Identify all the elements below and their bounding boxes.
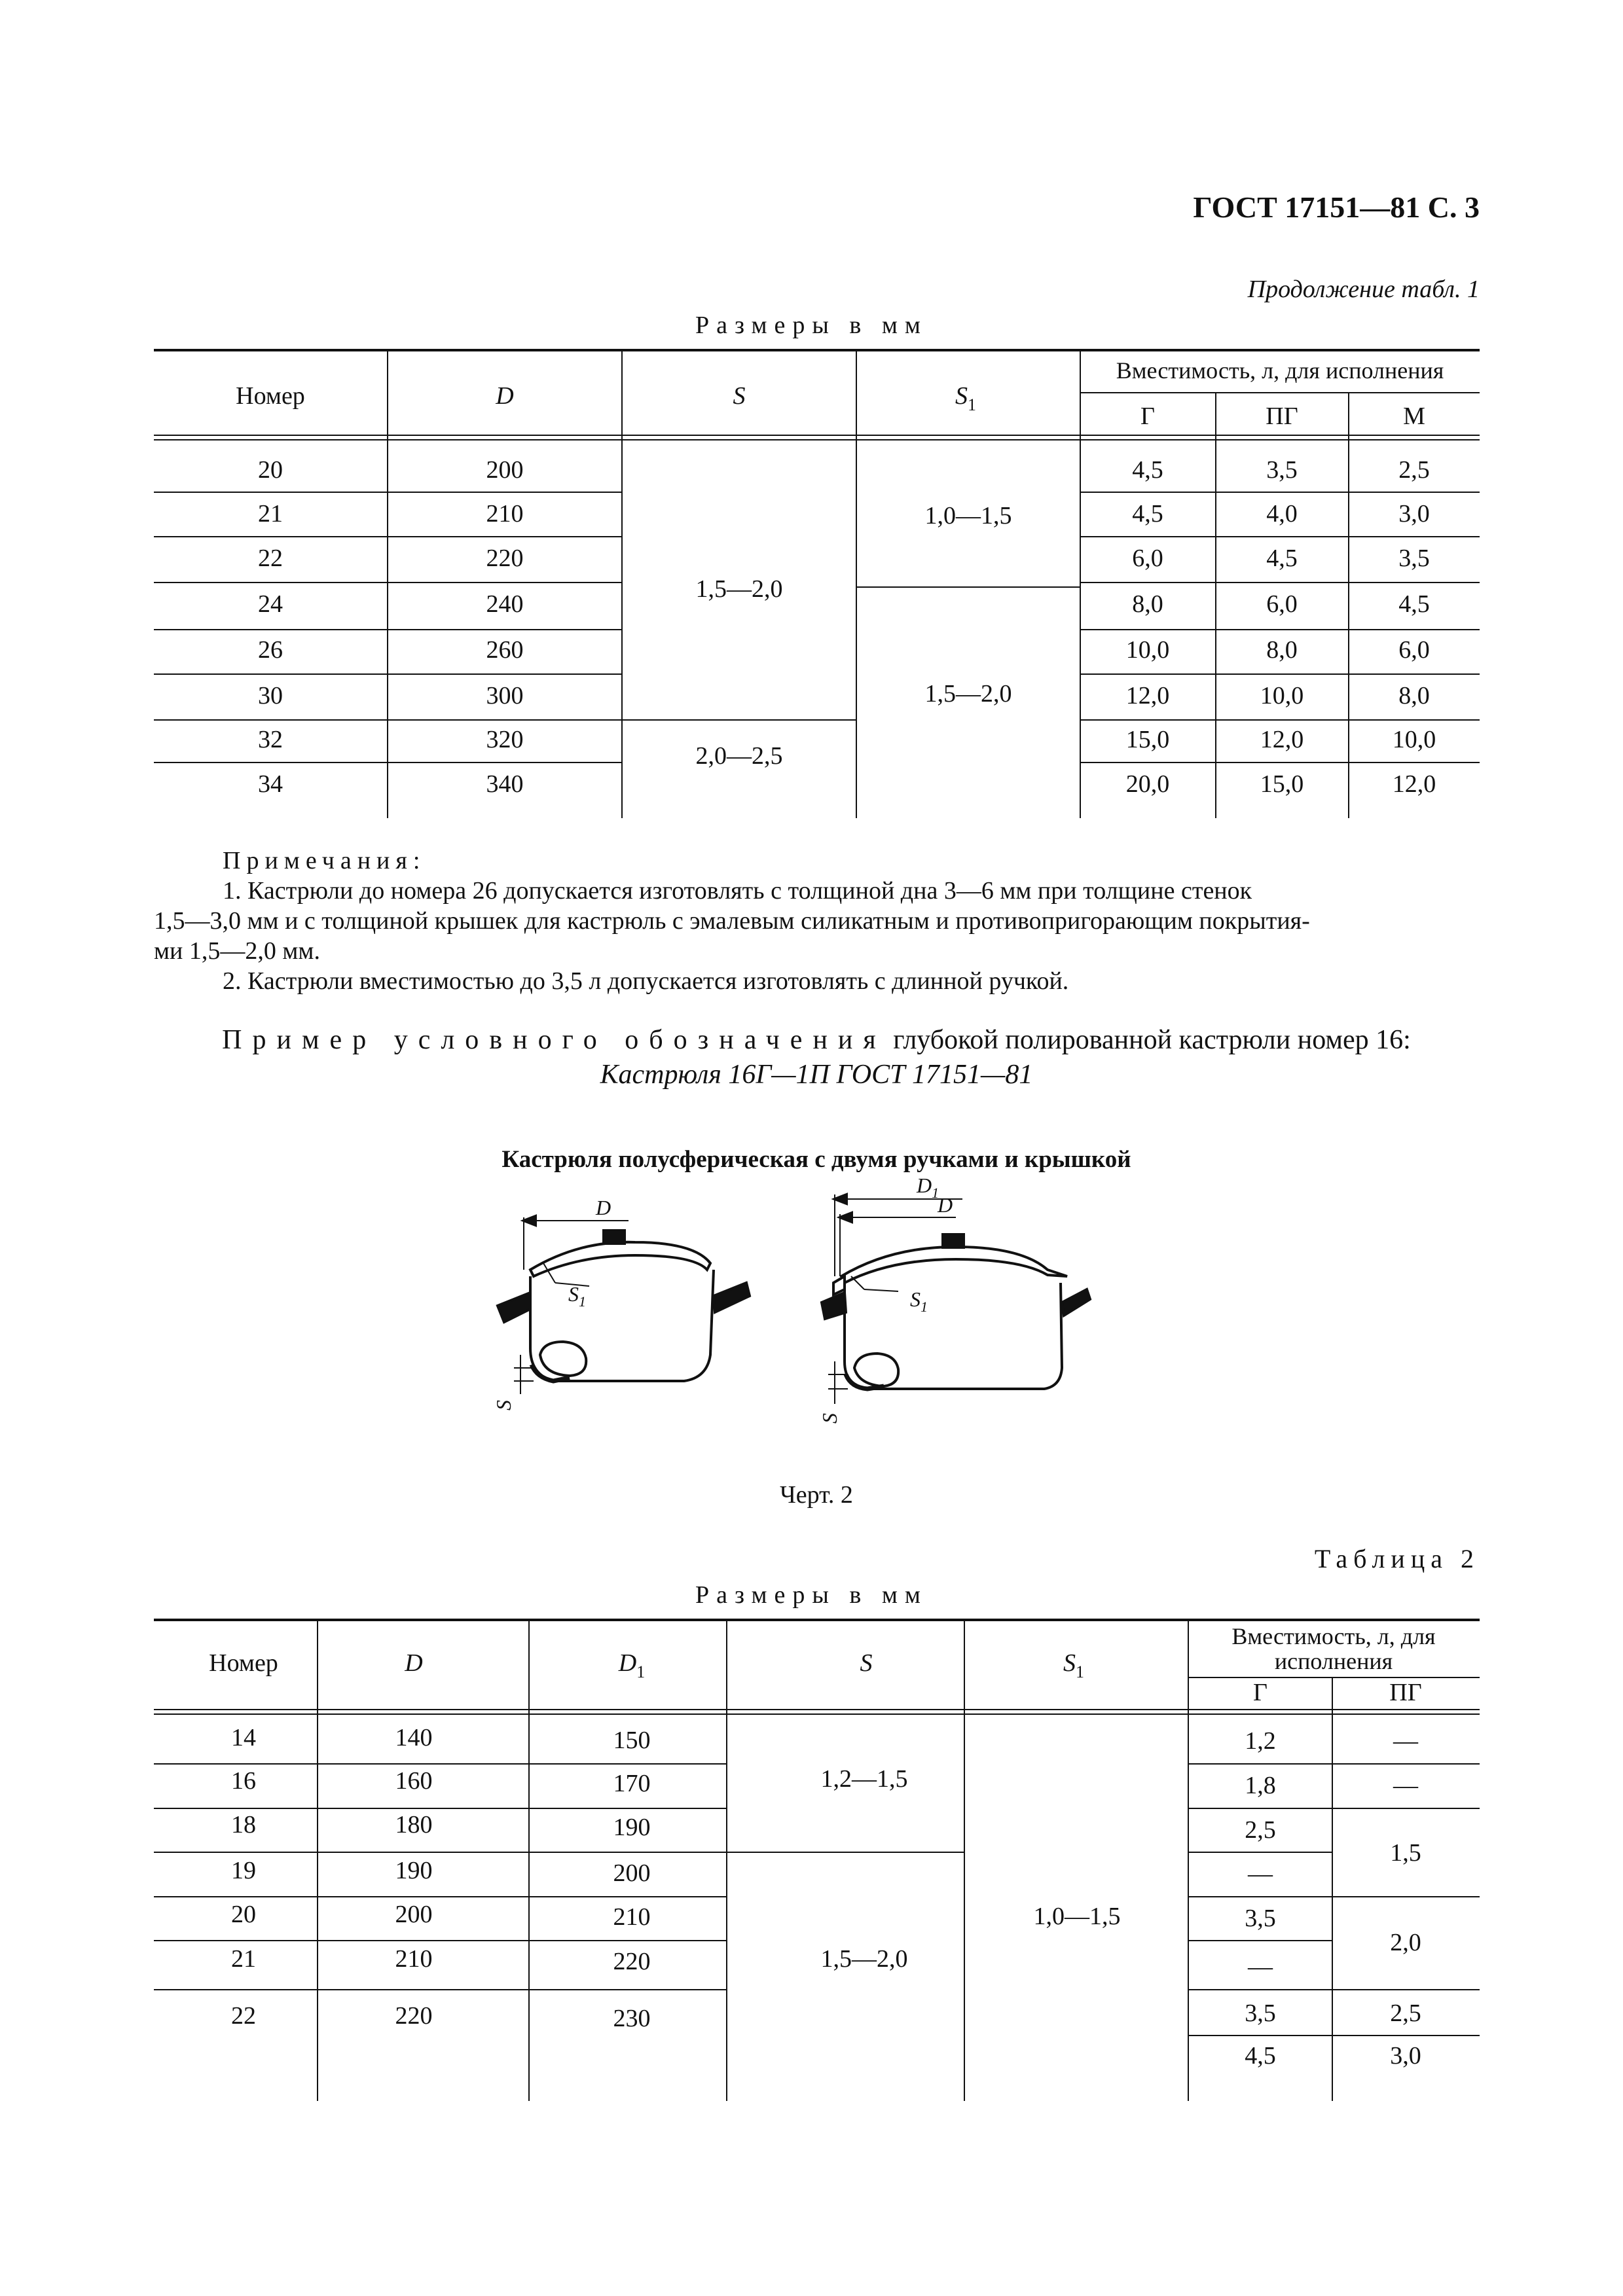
t1-cell-d: 300	[486, 682, 524, 709]
t2-cell-pg: 2,5	[1390, 2000, 1421, 2027]
t1-cell-m: 2,5	[1398, 456, 1430, 484]
t1-header-s1: $S_1$	[955, 382, 976, 414]
t1-header-g: Г	[1140, 403, 1155, 430]
note-1-line-2: 1,5—3,0 мм и с толщиной крышек для кастрюль с эмалевым силикатным и противопригорающим покрытия-	[154, 907, 1310, 935]
t2-cell-pg: 2,0	[1390, 1929, 1421, 1956]
t2-cell-d: 210	[395, 1945, 433, 1973]
units-label-table2: Размеры в мм	[695, 1581, 928, 1609]
pot-1-drawing	[498, 1216, 750, 1394]
t2-s-merged-b: 1,5—2,0	[820, 1945, 908, 1973]
t1-cell-g: 8,0	[1132, 590, 1163, 618]
t1-cell-g: 10,0	[1125, 636, 1170, 664]
note-1-line-1: 1. Кастрюли до номера 26 допускается изготовлять с толщиной дна 3—6 мм при толщине стенок	[223, 877, 1252, 905]
t2-header-pg: ПГ	[1389, 1679, 1422, 1706]
t1-header-m: М	[1403, 403, 1425, 430]
t2-cell-g: 4,5	[1245, 2042, 1276, 2070]
t2-cell-number: 19	[231, 1857, 256, 1884]
note-1-line-3: ми 1,5—2,0 мм.	[154, 937, 320, 965]
t1-s1-merged-b: 1,5—2,0	[924, 680, 1012, 708]
t2-cell-g: —	[1248, 1953, 1273, 1981]
table-1	[0, 0, 1623, 851]
t2-header-capacity-line1: Вместимость, л, для	[1231, 1623, 1436, 1649]
pot-2-label-d: D	[938, 1193, 953, 1217]
t1-cell-g: 15,0	[1125, 726, 1170, 753]
t1-cell-m: 6,0	[1398, 636, 1430, 664]
table-continuation-label: Продолжение табл. 1	[1247, 276, 1480, 303]
t1-cell-m: 3,5	[1398, 545, 1430, 572]
t1-cell-m: 10,0	[1392, 726, 1436, 753]
t2-cell-d1: 200	[613, 1859, 651, 1887]
t1-cell-number: 34	[258, 770, 283, 798]
t1-cell-g: 12,0	[1125, 682, 1170, 709]
t2-cell-pg: 1,5	[1390, 1839, 1421, 1867]
notes-title: Примечания:	[223, 847, 426, 874]
t2-cell-g: —	[1248, 1860, 1273, 1888]
t1-cell-d: 210	[486, 500, 524, 528]
t1-cell-number: 26	[258, 636, 283, 664]
example-lead: Пример условного обозначения	[222, 1025, 886, 1055]
t2-cell-number: 22	[231, 2002, 256, 2030]
t1-header-d: D	[496, 382, 514, 410]
t1-s1-merged-a: 1,0—1,5	[924, 502, 1012, 529]
t1-cell-number: 22	[258, 545, 283, 572]
t1-cell-d: 220	[486, 545, 524, 572]
t1-cell-pg: 6,0	[1266, 590, 1298, 618]
figure-pots	[458, 1178, 1146, 1440]
t1-cell-pg: 4,5	[1266, 545, 1298, 572]
t1-cell-number: 24	[258, 590, 283, 618]
t1-cell-g: 20,0	[1125, 770, 1170, 798]
units-label-table1: Размеры в мм	[695, 312, 928, 339]
t1-cell-g: 6,0	[1132, 545, 1163, 572]
pot-2-drawing	[822, 1194, 1090, 1404]
t1-cell-m: 3,0	[1398, 500, 1430, 528]
t1-cell-d: 200	[486, 456, 524, 484]
t1-cell-m: 8,0	[1398, 682, 1430, 709]
t2-cell-number: 16	[231, 1767, 256, 1795]
t1-cell-g: 4,5	[1132, 500, 1163, 528]
t1-cell-d: 260	[486, 636, 524, 664]
t2-cell-d1: 210	[613, 1903, 651, 1931]
t2-cell-g: 3,5	[1245, 2000, 1276, 2027]
t1-cell-number: 21	[258, 500, 283, 528]
note-2: 2. Кастрюли вместимостью до 3,5 л допускается изготовлять с длинной ручкой.	[223, 967, 1069, 995]
t1-cell-pg: 10,0	[1260, 682, 1304, 709]
t2-cell-pg: 3,0	[1390, 2042, 1421, 2070]
t2-cell-number: 20	[231, 1901, 256, 1928]
t1-cell-d: 240	[486, 590, 524, 618]
t1-header-pg: ПГ	[1266, 403, 1298, 430]
t1-cell-g: 4,5	[1132, 456, 1163, 484]
t1-s-merged-a: 1,5—2,0	[695, 575, 783, 603]
t2-cell-g: 2,5	[1245, 1816, 1276, 1844]
t2-cell-d1: 190	[613, 1814, 651, 1841]
document-code: ГОСТ 17151—81 С. 3	[1193, 190, 1480, 224]
t1-header-capacity: Вместимость, л, для исполнения	[1116, 357, 1444, 384]
t2-cell-g: 3,5	[1245, 1905, 1276, 1932]
t2-cell-d1: 220	[613, 1948, 651, 1975]
example-designation: Кастрюля 16Г—1П ГОСТ 17151—81	[600, 1060, 1033, 1090]
pot-2-label-s: S	[818, 1413, 841, 1424]
t1-cell-pg: 3,5	[1266, 456, 1298, 484]
t1-header-number: Номер	[236, 382, 305, 410]
t2-cell-pg: —	[1393, 1772, 1418, 1799]
t2-s-merged-a: 1,2—1,5	[820, 1765, 908, 1793]
t2-header-d: D	[405, 1649, 423, 1677]
t1-cell-pg: 15,0	[1260, 770, 1304, 798]
t2-cell-number: 21	[231, 1945, 256, 1973]
pot-1-label-s1: $S_1$	[568, 1282, 586, 1310]
pot-2-label-s1: $S_1$	[910, 1287, 928, 1315]
t2-s1-merged: 1,0—1,5	[1033, 1903, 1121, 1930]
example-line	[154, 1024, 1479, 1056]
pot-2-label-d1: $D_1$	[917, 1178, 939, 1201]
t2-cell-d1: 150	[613, 1727, 651, 1754]
t1-cell-number: 30	[258, 682, 283, 709]
t2-cell-g: 1,8	[1245, 1772, 1276, 1799]
example-rest: глубокой полированной кастрюли номер 16:	[886, 1025, 1411, 1055]
figure-caption: Черт. 2	[780, 1481, 853, 1509]
table-2-label: Таблица 2	[1314, 1544, 1480, 1573]
t1-cell-pg: 8,0	[1266, 636, 1298, 664]
t2-cell-d1: 170	[613, 1770, 651, 1797]
t2-cell-number: 18	[231, 1811, 256, 1839]
t1-cell-d: 340	[486, 770, 524, 798]
t1-cell-pg: 4,0	[1266, 500, 1298, 528]
t2-header-d1: $D_1$	[618, 1649, 646, 1681]
t2-header-s: S	[860, 1649, 873, 1677]
t2-cell-g: 1,2	[1245, 1727, 1276, 1755]
t2-header-number: Номер	[209, 1649, 278, 1677]
t1-cell-m: 12,0	[1392, 770, 1436, 798]
t1-cell-m: 4,5	[1398, 590, 1430, 618]
t1-cell-pg: 12,0	[1260, 726, 1304, 753]
t1-s-merged-b: 2,0—2,5	[695, 742, 783, 770]
t2-cell-d: 200	[395, 1901, 433, 1928]
pot-1-label-d: D	[596, 1196, 611, 1219]
t2-header-g: Г	[1253, 1679, 1267, 1706]
t2-header-s1: $S_1$	[1063, 1649, 1084, 1681]
t1-header-s: S	[733, 382, 746, 410]
t1-cell-number: 20	[258, 456, 283, 484]
t2-cell-d1: 230	[613, 2005, 651, 2032]
pot-1-label-s: S	[492, 1400, 515, 1410]
t2-header-capacity-line2: исполнения	[1274, 1648, 1393, 1674]
t2-cell-d: 190	[395, 1857, 433, 1884]
figure-title: Кастрюля полусферическая с двумя ручками и крышкой	[501, 1146, 1131, 1173]
t2-cell-d: 220	[395, 2002, 433, 2030]
t1-cell-number: 32	[258, 726, 283, 753]
t2-cell-d: 140	[395, 1724, 433, 1751]
t2-cell-d: 180	[395, 1811, 433, 1839]
t2-cell-d: 160	[395, 1767, 433, 1795]
t1-cell-d: 320	[486, 726, 524, 753]
t2-cell-number: 14	[231, 1724, 256, 1751]
t2-cell-pg: —	[1393, 1727, 1418, 1755]
